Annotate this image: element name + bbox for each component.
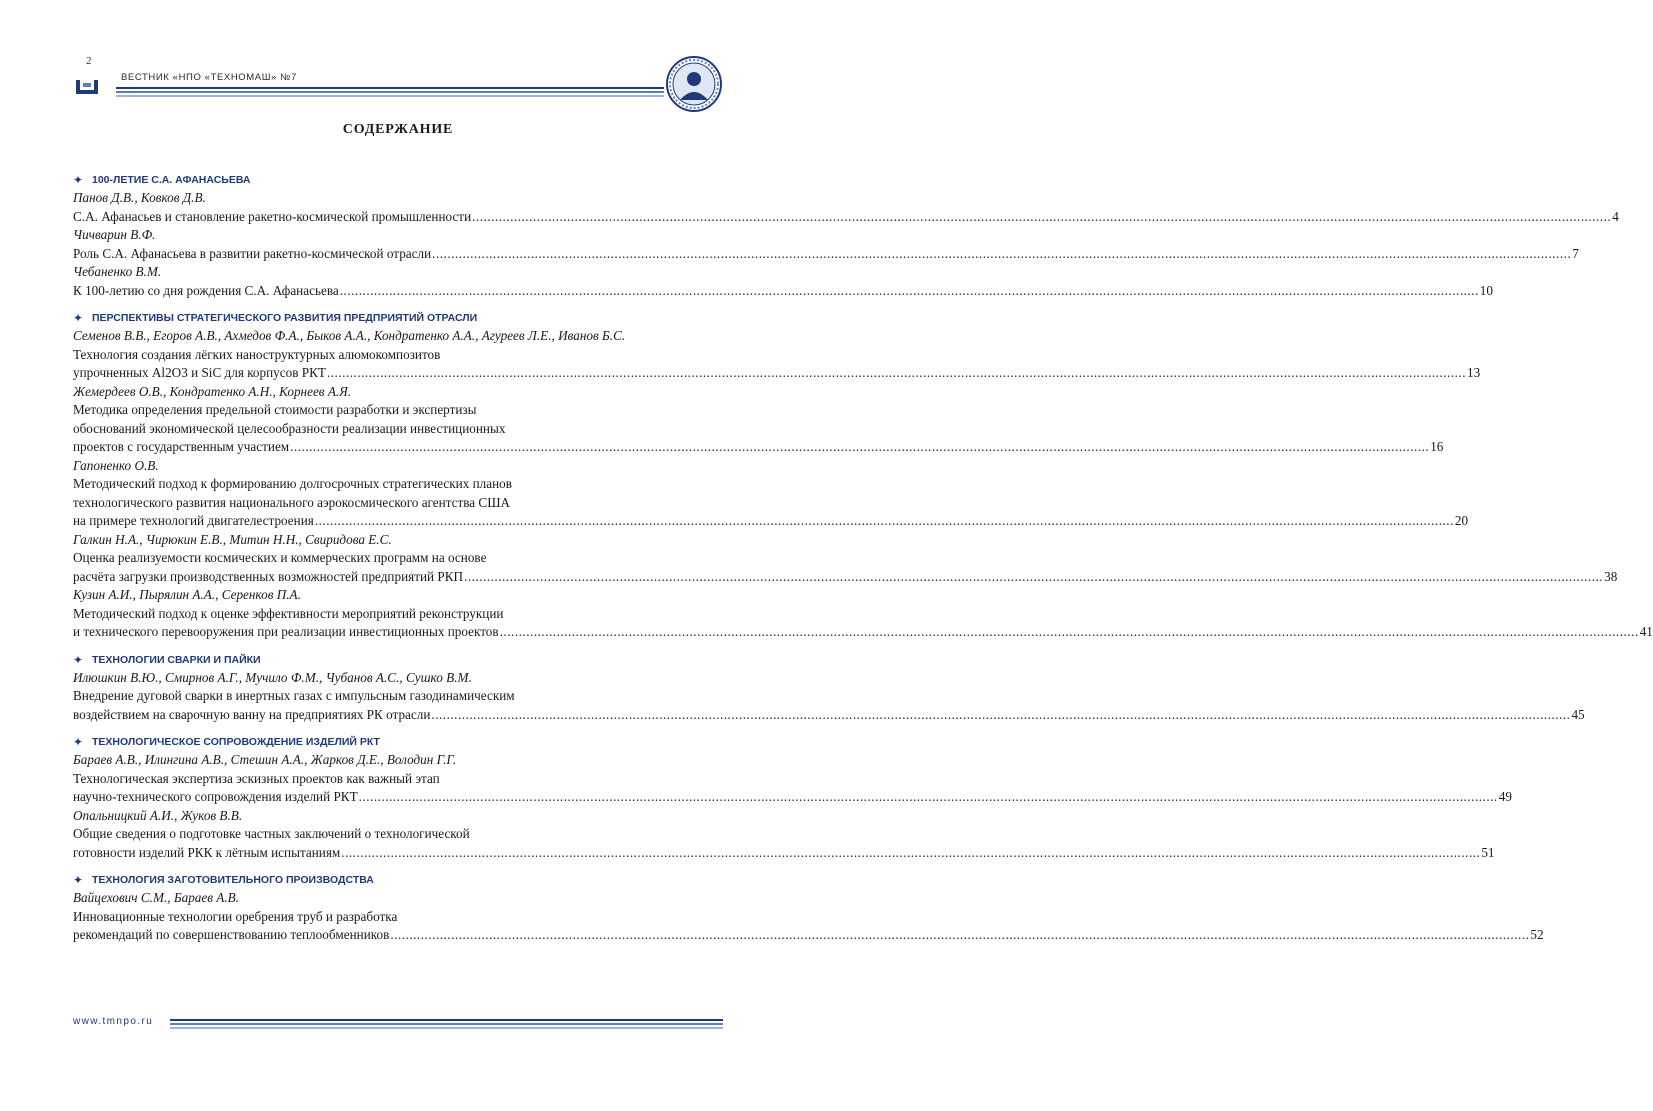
entry-authors: Илюшкин В.Ю., Смирнов А.Г., Мучило Ф.М., Чубанов А.С., Сушко В.М. [73,669,472,685]
entry-title-last-line [73,208,1619,227]
section-title [73,733,723,751]
entry-title-line: и технического перевооружения при реализации инвестиционных проектов [73,624,499,639]
round-portrait-emblem-icon [666,56,722,112]
page-ref: 51 [1481,844,1495,860]
entry-authors: Жемердеев О.В., Кондратенко А.Н., Корнеев А.Я. [73,383,352,399]
entry-title-last-line [73,438,1444,457]
entry-title-line: обоснований экономической целесообразности реализации инвестиционных [73,420,506,436]
entry-authors: Чебаненко В.М. [73,264,162,279]
four-point-star-icon: ✦ [73,173,84,187]
section-title-text: ТЕХНОЛОГИЧЕСКОЕ СОПРОВОЖДЕНИЕ ИЗДЕЛИЙ РКТ [92,736,380,748]
entry-authors: Чичварин В.Ф. [73,227,156,242]
entry-title-last-line [73,926,1544,945]
page-ref: 52 [1530,927,1544,942]
four-point-star-icon: ✦ [73,652,84,667]
dot-leader: ............................................................................................................................................................................................................................................................................................................ [390,927,1530,942]
entry-title-line: Методический подход к формированию долгосрочных стратегических планов [73,476,512,491]
entry-title-line: Технология создания лёгких наноструктурных алюмокомпозитов [73,346,441,362]
entry-authors: Вайцехович С.М., Бараев А.В. [73,890,239,905]
page-ref: 4 [1612,208,1619,224]
entry-title-last-line [73,245,1579,264]
dot-leader: ............................................................................................................................................................................................................................................................................................................ [499,624,1639,639]
page-ref: 20 [1454,513,1469,528]
footer-url[interactable]: www.tmnpo.ru [73,1016,154,1027]
section-title [73,309,723,327]
dot-leader: ............................................................................................................................................................................................................................................................................................................ [339,282,1479,298]
toc-entry[interactable] [73,807,1495,863]
entry-title-line: готовности изделий РКК к лётным испытаниям [73,844,341,860]
page-ref: 10 [1479,282,1493,298]
entry-title-last-line [73,623,1653,642]
entry-title-line: расчёта загрузки производственных возможностей предприятий РКП [73,568,464,584]
entry-title-line: Технологическая экспертиза эскизных проектов как важный этап [73,770,440,786]
journal-title: ВЕСТНИК «НПО «ТЕХНОМАШ» №7 [121,72,297,83]
page-ref: 41 [1639,624,1653,639]
section-title-text: ПЕРСПЕКТИВЫ СТРАТЕГИЧЕСКОГО РАЗВИТИЯ ПРЕДПРИЯТИЙ ОТРАСЛИ [92,312,478,324]
entry-title-last-line [73,788,1512,807]
toc-entry[interactable] [73,263,1493,300]
entry-title-last-line [73,512,1469,531]
page-ref: 45 [1571,706,1585,722]
dot-leader: ............................................................................................................................................................................................................................................................................................................ [472,208,1612,224]
table-of-contents [73,171,1653,954]
entry-title-line: воздействием на сварочную ванну на предприятиях РК отрасли [73,706,431,722]
toc-section [73,651,1585,725]
dot-leader: ............................................................................................................................................................................................................................................................................................................ [341,844,1481,860]
entry-title-line: Инновационные технологии оребрения труб и разработка [73,908,398,924]
toc-entry[interactable] [73,531,1618,587]
entry-authors: Гапоненко О.В. [73,457,159,473]
section-title [73,871,723,889]
entry-title-line: Методический подход к оценке эффективности мероприятий реконструкции [73,605,504,621]
entry-title-last-line [73,282,1493,301]
toc-entry[interactable] [73,889,1544,945]
toc-entry[interactable] [73,669,1585,725]
section-title-text: ТЕХНОЛОГИЯ ЗАГОТОВИТЕЛЬНОГО ПРОИЗВОДСТВА [92,874,374,886]
section-title [73,171,723,189]
dot-leader: ............................................................................................................................................................................................................................................................................................................ [358,789,1498,804]
section-title-text: 100-ЛЕТИЕ С.А. АФАНАСЬЕВА [92,174,251,186]
dot-leader: ............................................................................................................................................................................................................................................................................................................ [290,439,1430,454]
entry-title-line: К 100-летию со дня рождения С.А. Афанасьева [73,282,339,298]
header-rule [116,87,664,99]
entry-title-line: проектов с государственным участием [73,439,290,454]
toc-entry[interactable] [73,327,1481,383]
footer-rule [170,1019,723,1031]
page-ref: 7 [1572,245,1579,261]
toc-heading: СОДЕРЖАНИЕ [342,122,454,137]
entry-title-last-line [73,364,1481,383]
entry-title-line: рекомендаций по совершенствованию теплообменников [73,927,390,942]
toc-entry[interactable] [73,751,1512,807]
entry-authors: Бараев А.В., Илингина А.В., Стешин А.А., Жарков Д.Е., Володин Г.Г. [73,752,457,767]
toc-section [73,171,1619,300]
toc-entry[interactable] [73,226,1579,263]
dot-leader: ............................................................................................................................................................................................................................................................................................................ [432,245,1572,261]
toc-entry[interactable] [73,457,1469,531]
four-point-star-icon: ✦ [73,735,84,749]
toc-entry[interactable] [73,383,1444,457]
section-title [73,651,723,669]
entry-title-line: Роль С.А. Афанасьева в развитии ракетно-космической отрасли [73,245,432,261]
section-title-text: ТЕХНОЛОГИИ СВАРКИ И ПАЙКИ [92,653,261,666]
toc-section [73,309,1653,642]
dot-leader: ............................................................................................................................................................................................................................................................................................................ [326,365,1466,380]
page-ref: 38 [1604,568,1618,584]
four-point-star-icon: ✦ [73,873,84,887]
entry-authors: Семенов В.В., Егоров А.В., Ахмедов Ф.А., Быков А.А., Кондратенко А.А., Агуреев Л.Е., Иванов Б.С. [73,328,626,343]
entry-title-line: Внедрение дуговой сварки в инертных газах с импульсным газодинамическим [73,688,515,703]
toc-entry[interactable] [73,586,1653,642]
publisher-logo-icon [75,78,99,96]
page-ref: 49 [1498,789,1512,804]
dot-leader: ............................................................................................................................................................................................................................................................................................................ [314,513,1454,528]
page-number: 2 [86,55,92,67]
toc-section [73,871,1544,945]
entry-title-line: научно-технического сопровождения изделий РКТ [73,789,358,804]
entry-title-line: Оценка реализуемости космических и коммерческих программ на основе [73,550,487,565]
entry-title-last-line [73,568,1618,587]
entry-title-line: С.А. Афанасьев и становление ракетно-космической промышленности [73,208,472,224]
entry-authors: Кузин А.И., Пырялин А.А., Серенков П.А. [73,587,301,602]
dot-leader: ............................................................................................................................................................................................................................................................................................................ [431,706,1571,722]
entry-title-line: Методика определения предельной стоимости разработки и экспертизы [73,402,477,417]
four-point-star-icon: ✦ [73,311,84,325]
entry-title-line: технологического развития национального аэрокосмического агентства США [73,494,511,510]
entry-title-line: на примере технологий двигателестроения [73,513,314,528]
entry-title-line: Общие сведения о подготовке частных заключений о технологической [73,826,470,841]
page-ref: 13 [1467,365,1481,380]
entry-title-last-line [73,844,1495,863]
entry-authors: Панов Д.В., Ковков Д.В. [73,190,206,205]
entry-title-line: упрочненных Al2O3 и SiC для корпусов РКТ [73,365,326,380]
toc-entry[interactable] [73,189,1619,226]
entry-title-last-line [73,706,1585,725]
entry-authors: Галкин Н.А., Чирюкин Е.В., Митин Н.Н., Свиридова Е.С. [73,531,392,547]
dot-leader: ............................................................................................................................................................................................................................................................................................................ [464,568,1604,584]
entry-authors: Опальницкий А.И., Жуков В.В. [73,807,243,823]
page-ref: 16 [1430,439,1444,454]
toc-section [73,733,1512,862]
